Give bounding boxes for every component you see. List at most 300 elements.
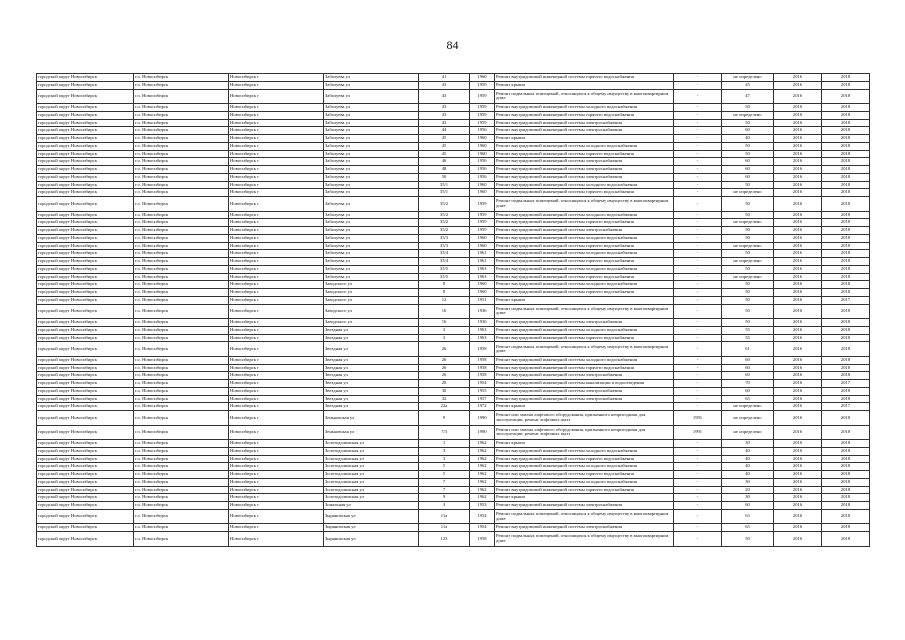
lift-year-cell: -: [674, 135, 722, 143]
end-year-cell: 2018: [822, 319, 870, 327]
street-cell: Золотодолинская ул: [324, 486, 419, 494]
district-cell: г.о. Новосибирск: [134, 127, 229, 135]
repair-work-cell: Ремонт внутридомовой инженерной системы горячего водоснабжения: [495, 258, 674, 266]
end-year-cell: 2018: [822, 273, 870, 281]
start-year-cell: 2016: [774, 142, 822, 150]
district-cell: г.о. Новосибирск: [134, 447, 229, 455]
start-year-cell: 2016: [774, 150, 822, 158]
municipality-cell: городской округ Новосибирск: [37, 447, 134, 455]
year-built-cell: 1990: [470, 425, 495, 440]
repair-work-cell: Ремонт внутридомовой инженерной системы холодного водоснабжения: [495, 181, 674, 189]
settlement-cell: Новосибирск г: [229, 166, 324, 174]
start-year-cell: 2016: [774, 455, 822, 463]
cost-cell: не определено: [722, 258, 774, 266]
repair-work-cell: Ремонт внутридомовой инженерной системы электроснабжения: [495, 127, 674, 135]
lift-year-cell: -: [674, 289, 722, 297]
lift-year-cell: -: [674, 150, 722, 158]
start-year-cell: 2016: [774, 81, 822, 89]
municipality-cell: городской округ Новосибирск: [37, 289, 134, 297]
year-built-cell: 1962: [470, 486, 495, 494]
lift-year-cell: -: [674, 173, 722, 181]
lift-year-cell: -: [674, 234, 722, 242]
table-row: [37, 250, 870, 258]
street-cell: Звездная ул: [324, 356, 419, 364]
table-row: [37, 486, 870, 494]
district-cell: г.о. Новосибирск: [134, 403, 229, 411]
lift-year-cell: -: [674, 127, 722, 135]
municipality-cell: городской округ Новосибирск: [37, 258, 134, 266]
street-cell: Забалуева ул: [324, 81, 419, 89]
municipality-cell: городской округ Новосибирск: [37, 411, 134, 426]
settlement-cell: Новосибирск г: [229, 486, 324, 494]
end-year-cell: 2018: [822, 455, 870, 463]
municipality-cell: городской округ Новосибирск: [37, 189, 134, 197]
street-cell: Золотодолинская ул: [324, 478, 419, 486]
year-built-cell: 1959: [470, 211, 495, 219]
municipality-cell: городской округ Новосибирск: [37, 281, 134, 289]
end-year-cell: 2018: [822, 532, 870, 547]
start-year-cell: 2016: [774, 387, 822, 395]
start-year-cell: 2016: [774, 380, 822, 388]
lift-year-cell: -: [674, 166, 722, 174]
cost-cell: 60: [722, 166, 774, 174]
table-row: [37, 494, 870, 502]
start-year-cell: 2016: [774, 395, 822, 403]
start-year-cell: 2016: [774, 502, 822, 510]
street-cell: Звездная ул: [324, 342, 419, 357]
municipality-cell: городской округ Новосибирск: [37, 81, 134, 89]
municipality-cell: городской округ Новосибирск: [37, 265, 134, 273]
start-year-cell: 2016: [774, 403, 822, 411]
municipality-cell: городской округ Новосибирск: [37, 372, 134, 380]
municipality-cell: городской округ Новосибирск: [37, 250, 134, 258]
end-year-cell: 2018: [822, 250, 870, 258]
lift-year-cell: 1991: [674, 425, 722, 440]
year-built-cell: 1960: [470, 289, 495, 297]
settlement-cell: Новосибирск г: [229, 471, 324, 479]
district-cell: г.о. Новосибирск: [134, 234, 229, 242]
start-year-cell: 2016: [774, 74, 822, 82]
year-built-cell: 1959: [470, 227, 495, 235]
municipality-cell: городской округ Новосибирск: [37, 486, 134, 494]
settlement-cell: Новосибирск г: [229, 425, 324, 440]
end-year-cell: 2017: [822, 296, 870, 304]
house-number-cell: 45: [419, 135, 470, 143]
municipality-cell: городской округ Новосибирск: [37, 242, 134, 250]
settlement-cell: Новосибирск г: [229, 524, 324, 532]
cost-cell: 61: [722, 342, 774, 357]
district-cell: г.о. Новосибирск: [134, 258, 229, 266]
start-year-cell: 2016: [774, 372, 822, 380]
street-cell: Забалуева ул: [324, 150, 419, 158]
street-cell: Забалуева ул: [324, 242, 419, 250]
repair-work-cell: Ремонт подвальных помещений, относящихся к общему имуществу в многоквартирном доме: [495, 304, 674, 319]
lift-year-cell: -: [674, 502, 722, 510]
year-built-cell: 1961: [470, 258, 495, 266]
district-cell: г.о. Новосибирск: [134, 211, 229, 219]
repair-work-cell: Ремонт внутридомовой инженерной системы горячего водоснабжения: [495, 334, 674, 342]
year-built-cell: 1959: [470, 89, 495, 104]
lift-year-cell: -: [674, 478, 722, 486]
end-year-cell: 2018: [822, 289, 870, 297]
municipality-cell: городской округ Новосибирск: [37, 532, 134, 547]
lift-year-cell: -: [674, 471, 722, 479]
district-cell: г.о. Новосибирск: [134, 296, 229, 304]
end-year-cell: 2018: [822, 447, 870, 455]
lift-year-cell: -: [674, 219, 722, 227]
house-number-cell: 3: [419, 502, 470, 510]
settlement-cell: Новосибирск г: [229, 509, 324, 524]
table-row: [37, 296, 870, 304]
cost-cell: 50: [722, 119, 774, 127]
start-year-cell: 2016: [774, 296, 822, 304]
house-number-cell: 43: [419, 111, 470, 119]
municipality-cell: городской округ Новосибирск: [37, 227, 134, 235]
house-number-cell: 26: [419, 372, 470, 380]
settlement-cell: Новосибирск г: [229, 319, 324, 327]
municipality-cell: городской округ Новосибирск: [37, 509, 134, 524]
house-number-cell: 7: [419, 478, 470, 486]
cost-cell: 60: [722, 364, 774, 372]
district-cell: г.о. Новосибирск: [134, 494, 229, 502]
end-year-cell: 2018: [822, 387, 870, 395]
cost-cell: 50: [722, 142, 774, 150]
end-year-cell: 2018: [822, 502, 870, 510]
start-year-cell: 2016: [774, 478, 822, 486]
street-cell: Забалуева ул: [324, 234, 419, 242]
year-built-cell: 1960: [470, 181, 495, 189]
end-year-cell: 2018: [822, 127, 870, 135]
district-cell: г.о. Новосибирск: [134, 189, 229, 197]
street-cell: Забалуева ул: [324, 74, 419, 82]
cost-cell: 30: [722, 440, 774, 448]
table-row: [37, 532, 870, 547]
repair-work-cell: Ремонт внутридомовой инженерной системы канализации и водоотведения: [495, 380, 674, 388]
lift-year-cell: -: [674, 265, 722, 273]
house-number-cell: 45: [419, 142, 470, 150]
repair-work-cell: Ремонт внутридомовой инженерной системы холодного водоснабжения: [495, 447, 674, 455]
house-number-cell: 3: [419, 447, 470, 455]
start-year-cell: 2016: [774, 304, 822, 319]
lift-year-cell: -: [674, 532, 722, 547]
municipality-cell: городской округ Новосибирск: [37, 494, 134, 502]
district-cell: г.о. Новосибирск: [134, 158, 229, 166]
end-year-cell: 2018: [822, 166, 870, 174]
table-row: [37, 380, 870, 388]
settlement-cell: Новосибирск г: [229, 372, 324, 380]
repair-work-cell: Ремонт или замена лифтового оборудования, признанного непригодным для эксплуатации, ремонт лифтовых шахт: [495, 425, 674, 440]
start-year-cell: 2016: [774, 411, 822, 426]
year-built-cell: 1960: [470, 150, 495, 158]
end-year-cell: 2018: [822, 440, 870, 448]
lift-year-cell: -: [674, 440, 722, 448]
street-cell: Звездная ул: [324, 326, 419, 334]
start-year-cell: 2016: [774, 166, 822, 174]
municipality-cell: городской округ Новосибирск: [37, 150, 134, 158]
cost-cell: 65: [722, 524, 774, 532]
house-number-cell: 32: [419, 395, 470, 403]
settlement-cell: Новосибирск г: [229, 478, 324, 486]
lift-year-cell: -: [674, 509, 722, 524]
district-cell: г.о. Новосибирск: [134, 197, 229, 212]
settlement-cell: Новосибирск г: [229, 380, 324, 388]
municipality-cell: городской округ Новосибирск: [37, 304, 134, 319]
year-built-cell: 1956: [470, 158, 495, 166]
cost-cell: 40: [722, 471, 774, 479]
house-number-cell: 35/2: [419, 227, 470, 235]
table-row: [37, 242, 870, 250]
start-year-cell: 2016: [774, 265, 822, 273]
lift-year-cell: 1991: [674, 411, 722, 426]
municipality-cell: городской округ Новосибирск: [37, 387, 134, 395]
street-cell: Забалуева ул: [324, 219, 419, 227]
repair-work-cell: Ремонт внутридомовой инженерной системы электроснабжения: [495, 227, 674, 235]
cost-cell: 40: [722, 463, 774, 471]
municipality-cell: городской округ Новосибирск: [37, 111, 134, 119]
year-built-cell: 1959: [470, 197, 495, 212]
table-row: [37, 74, 870, 82]
house-number-cell: 16: [419, 319, 470, 327]
start-year-cell: 2016: [774, 197, 822, 212]
district-cell: г.о. Новосибирск: [134, 326, 229, 334]
settlement-cell: Новосибирск г: [229, 395, 324, 403]
table-row: [37, 197, 870, 212]
start-year-cell: 2016: [774, 219, 822, 227]
start-year-cell: 2016: [774, 425, 822, 440]
cost-cell: 40: [722, 455, 774, 463]
district-cell: г.о. Новосибирск: [134, 471, 229, 479]
year-built-cell: 1956: [470, 127, 495, 135]
repair-work-cell: Ремонт крыши: [495, 494, 674, 502]
municipality-cell: городской округ Новосибирск: [37, 219, 134, 227]
street-cell: Забалуева ул: [324, 273, 419, 281]
start-year-cell: 2016: [774, 242, 822, 250]
repair-work-cell: Ремонт внутридомовой инженерной системы холодного водоснабжения: [495, 463, 674, 471]
settlement-cell: Новосибирск г: [229, 234, 324, 242]
settlement-cell: Новосибирск г: [229, 142, 324, 150]
district-cell: г.о. Новосибирск: [134, 455, 229, 463]
table-row: [37, 387, 870, 395]
year-built-cell: 1959: [470, 81, 495, 89]
house-number-cell: 43: [419, 81, 470, 89]
cost-cell: 40: [722, 135, 774, 143]
end-year-cell: 2018: [822, 494, 870, 502]
year-built-cell: 1960: [470, 281, 495, 289]
year-built-cell: 1972: [470, 403, 495, 411]
settlement-cell: Новосибирск г: [229, 189, 324, 197]
cost-cell: 60: [722, 127, 774, 135]
house-number-cell: 22а: [419, 403, 470, 411]
end-year-cell: 2018: [822, 486, 870, 494]
year-built-cell: 1960: [470, 234, 495, 242]
year-built-cell: 1962: [470, 494, 495, 502]
table-row: [37, 119, 870, 127]
end-year-cell: 2018: [822, 425, 870, 440]
settlement-cell: Новосибирск г: [229, 326, 324, 334]
district-cell: г.о. Новосибирск: [134, 273, 229, 281]
house-number-cell: 3: [419, 326, 470, 334]
street-cell: Забалуева ул: [324, 227, 419, 235]
lift-year-cell: -: [674, 447, 722, 455]
district-cell: г.о. Новосибирск: [134, 81, 229, 89]
street-cell: Зеньковская ул: [324, 411, 419, 426]
start-year-cell: 2016: [774, 364, 822, 372]
house-number-cell: 35/4: [419, 258, 470, 266]
capital-repair-register-table: [36, 73, 870, 547]
table-row: [37, 372, 870, 380]
cost-cell: 50: [722, 289, 774, 297]
street-cell: Забалуева ул: [324, 111, 419, 119]
end-year-cell: 2018: [822, 281, 870, 289]
repair-work-cell: Ремонт внутридомовой инженерной системы электроснабжения: [495, 387, 674, 395]
street-cell: Заводского ул: [324, 289, 419, 297]
year-built-cell: 1951: [470, 296, 495, 304]
end-year-cell: 2018: [822, 364, 870, 372]
repair-work-cell: Ремонт внутридомовой инженерной системы холодного водоснабжения: [495, 142, 674, 150]
settlement-cell: Новосибирск г: [229, 440, 324, 448]
table-row: [37, 81, 870, 89]
municipality-cell: городской округ Новосибирск: [37, 296, 134, 304]
settlement-cell: Новосибирск г: [229, 74, 324, 82]
table-row: [37, 356, 870, 364]
end-year-cell: 2018: [822, 219, 870, 227]
repair-work-cell: Ремонт внутридомовой инженерной системы холодного водоснабжения: [495, 281, 674, 289]
lift-year-cell: -: [674, 250, 722, 258]
house-number-cell: 35/5: [419, 273, 470, 281]
end-year-cell: 2018: [822, 334, 870, 342]
end-year-cell: 2018: [822, 304, 870, 319]
street-cell: Забалуева ул: [324, 258, 419, 266]
street-cell: Забалуева ул: [324, 166, 419, 174]
table-row: [37, 265, 870, 273]
lift-year-cell: -: [674, 326, 722, 334]
repair-work-cell: Ремонт внутридомовой инженерной системы электроснабжения: [495, 158, 674, 166]
cost-cell: не определено: [722, 189, 774, 197]
street-cell: Забалуева ул: [324, 142, 419, 150]
cost-cell: 63: [722, 509, 774, 524]
district-cell: г.о. Новосибирск: [134, 150, 229, 158]
end-year-cell: 2018: [822, 395, 870, 403]
repair-work-cell: Ремонт внутридомовой инженерной системы горячего водоснабжения: [495, 455, 674, 463]
start-year-cell: 2016: [774, 342, 822, 357]
table-row: [37, 455, 870, 463]
street-cell: Забалуева ул: [324, 158, 419, 166]
street-cell: Забалуева ул: [324, 250, 419, 258]
year-built-cell: 1960: [470, 74, 495, 82]
repair-work-cell: Ремонт подвальных помещений, относящихся к общему имуществу в многоквартирном доме: [495, 89, 674, 104]
street-cell: Забалуева ул: [324, 119, 419, 127]
settlement-cell: Новосибирск г: [229, 411, 324, 426]
cost-cell: не определено: [722, 242, 774, 250]
settlement-cell: Новосибирск г: [229, 104, 324, 112]
lift-year-cell: -: [674, 158, 722, 166]
settlement-cell: Новосибирск г: [229, 181, 324, 189]
repair-work-cell: Ремонт внутридомовой инженерной системы холодного водоснабжения: [495, 326, 674, 334]
cost-cell: 55: [722, 326, 774, 334]
start-year-cell: 2016: [774, 158, 822, 166]
repair-work-cell: Ремонт крыши: [495, 440, 674, 448]
cost-cell: 50: [722, 211, 774, 219]
settlement-cell: Новосибирск г: [229, 219, 324, 227]
street-cell: Забалуева ул: [324, 181, 419, 189]
house-number-cell: 45: [419, 150, 470, 158]
repair-work-cell: Ремонт внутридомовой инженерной системы холодного водоснабжения: [495, 265, 674, 273]
end-year-cell: 2018: [822, 135, 870, 143]
year-built-cell: 1958: [470, 342, 495, 357]
lift-year-cell: -: [674, 455, 722, 463]
end-year-cell: 2018: [822, 142, 870, 150]
municipality-cell: городской округ Новосибирск: [37, 356, 134, 364]
house-number-cell: 26: [419, 364, 470, 372]
house-number-cell: 46: [419, 158, 470, 166]
table-row: [37, 524, 870, 532]
street-cell: Заводского ул: [324, 296, 419, 304]
municipality-cell: городской округ Новосибирск: [37, 342, 134, 357]
table-row: [37, 319, 870, 327]
street-cell: Зональная ул: [324, 502, 419, 510]
end-year-cell: 2018: [822, 158, 870, 166]
settlement-cell: Новосибирск г: [229, 304, 324, 319]
end-year-cell: 2018: [822, 265, 870, 273]
start-year-cell: 2016: [774, 356, 822, 364]
table-row: [37, 89, 870, 104]
settlement-cell: Новосибирск г: [229, 211, 324, 219]
municipality-cell: городской округ Новосибирск: [37, 273, 134, 281]
table-row: [37, 135, 870, 143]
start-year-cell: 2016: [774, 173, 822, 181]
house-number-cell: 35/3: [419, 242, 470, 250]
municipality-cell: городской округ Новосибирск: [37, 440, 134, 448]
table-row: [37, 211, 870, 219]
settlement-cell: Новосибирск г: [229, 403, 324, 411]
start-year-cell: 2016: [774, 447, 822, 455]
repair-work-cell: Ремонт внутридомовой инженерной системы горячего водоснабжения: [495, 289, 674, 297]
cost-cell: 50: [722, 104, 774, 112]
district-cell: г.о. Новосибирск: [134, 411, 229, 426]
house-number-cell: 43: [419, 89, 470, 104]
cost-cell: 50: [722, 532, 774, 547]
house-number-cell: 5: [419, 463, 470, 471]
municipality-cell: городской округ Новосибирск: [37, 135, 134, 143]
district-cell: г.о. Новосибирск: [134, 142, 229, 150]
municipality-cell: городской округ Новосибирск: [37, 127, 134, 135]
table-row: [37, 509, 870, 524]
house-number-cell: 16: [419, 304, 470, 319]
settlement-cell: Новосибирск г: [229, 173, 324, 181]
settlement-cell: Новосибирск г: [229, 81, 324, 89]
start-year-cell: 2016: [774, 104, 822, 112]
cost-cell: 20: [722, 486, 774, 494]
cost-cell: 60: [722, 356, 774, 364]
lift-year-cell: -: [674, 486, 722, 494]
cost-cell: 40: [722, 447, 774, 455]
year-built-cell: 1963: [470, 326, 495, 334]
street-cell: Забалуева ул: [324, 89, 419, 104]
page-number: 84: [446, 38, 459, 52]
repair-work-cell: Ремонт внутридомовой инженерной системы электроснабжения: [495, 166, 674, 174]
year-built-cell: 1990: [470, 411, 495, 426]
year-built-cell: 1954: [470, 524, 495, 532]
house-number-cell: 7/3: [419, 425, 470, 440]
house-number-cell: 3: [419, 455, 470, 463]
year-built-cell: 1954: [470, 380, 495, 388]
year-built-cell: 1963: [470, 265, 495, 273]
district-cell: г.о. Новосибирск: [134, 372, 229, 380]
start-year-cell: 2016: [774, 89, 822, 104]
lift-year-cell: -: [674, 74, 722, 82]
year-built-cell: 1963: [470, 273, 495, 281]
street-cell: Зеньковская ул: [324, 425, 419, 440]
